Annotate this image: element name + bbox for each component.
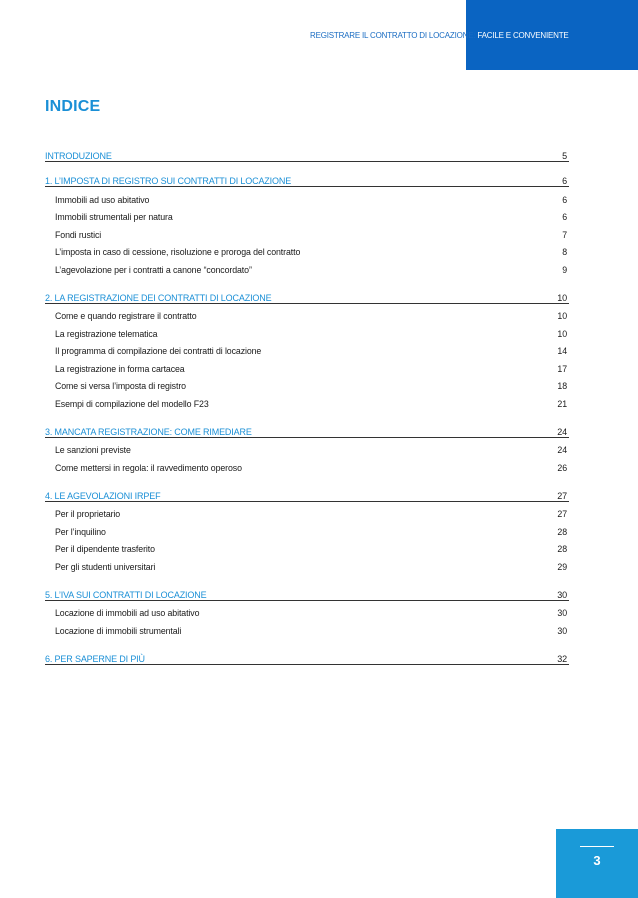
toc-section bbox=[45, 488, 569, 576]
toc-entry-page: 10 bbox=[557, 328, 567, 339]
running-header-suffix: FACILE E CONVENIENTE bbox=[477, 31, 569, 40]
toc-entry-page: 26 bbox=[557, 462, 567, 473]
toc-entry-page: 7 bbox=[562, 229, 567, 240]
toc-entry[interactable] bbox=[45, 523, 569, 541]
toc-section-title: 4. LE AGEVOLAZIONI IRPEF bbox=[45, 490, 161, 501]
toc-entry[interactable] bbox=[45, 226, 569, 244]
toc-entry-label: Come mettersi in regola: il ravvedimento operoso bbox=[55, 462, 242, 473]
toc-entry[interactable] bbox=[45, 506, 569, 524]
page-number-rule bbox=[580, 846, 614, 847]
toc-entry-label: Esempi di compilazione del modello F23 bbox=[55, 398, 209, 409]
toc-entry-page: 27 bbox=[557, 509, 567, 520]
toc-entry[interactable] bbox=[45, 541, 569, 559]
toc-entry[interactable] bbox=[45, 605, 569, 623]
toc-entry[interactable] bbox=[45, 308, 569, 326]
toc-entry[interactable] bbox=[45, 325, 569, 343]
toc-entry-label: Le sanzioni previste bbox=[55, 445, 131, 456]
toc-entry-page: 17 bbox=[557, 363, 567, 374]
toc-entry-label: L’agevolazione per i contratti a canone “concordato” bbox=[55, 264, 252, 275]
toc-section-title: 3. MANCATA REGISTRAZIONE: COME RIMEDIARE bbox=[45, 426, 252, 437]
toc-section-title: 1. L’IMPOSTA DI REGISTRO SUI CONTRATTI DI LOCAZIONE bbox=[45, 176, 292, 186]
toc-section-heading[interactable] bbox=[45, 587, 569, 601]
toc-entry[interactable] bbox=[45, 261, 569, 279]
toc-section-page: 27 bbox=[557, 490, 567, 501]
toc-entry-page: 29 bbox=[557, 561, 567, 572]
toc-entry-label: La registrazione in forma cartacea bbox=[55, 363, 185, 374]
toc-section-page: 5 bbox=[562, 151, 567, 161]
toc-entry-page: 30 bbox=[557, 608, 567, 619]
toc-section bbox=[45, 424, 569, 477]
toc-section-heading[interactable] bbox=[45, 173, 569, 187]
toc-entry-label: Il programma di compilazione dei contratti di locazione bbox=[55, 346, 262, 357]
toc-entry[interactable] bbox=[45, 622, 569, 640]
toc-section-title: 2. LA REGISTRAZIONE DEI CONTRATTI DI LOCAZIONE bbox=[45, 292, 272, 303]
toc-entry-page: 24 bbox=[557, 445, 567, 456]
toc-entry-label: Per l’inquilino bbox=[55, 526, 106, 537]
toc-section-heading[interactable] bbox=[45, 488, 569, 502]
toc-entry-label: L’imposta in caso di cessione, risoluzione e proroga del contratto bbox=[55, 247, 301, 258]
toc-entry[interactable] bbox=[45, 360, 569, 378]
toc-entry-page: 18 bbox=[557, 381, 567, 392]
toc-section-title: 6. PER SAPERNE DI PIÙ bbox=[45, 653, 145, 664]
toc-entry-page: 21 bbox=[557, 398, 567, 409]
toc-entry[interactable] bbox=[45, 191, 569, 209]
toc-entry[interactable] bbox=[45, 459, 569, 477]
toc-section bbox=[45, 651, 569, 665]
toc-section-page: 24 bbox=[557, 426, 567, 437]
toc-entry-label: Per gli studenti universitari bbox=[55, 561, 156, 572]
toc-section-page: 10 bbox=[557, 292, 567, 303]
toc-entry-label: Come e quando registrare il contratto bbox=[55, 311, 197, 322]
toc-entry[interactable] bbox=[45, 209, 569, 227]
table-of-contents bbox=[45, 148, 569, 676]
toc-entry[interactable] bbox=[45, 343, 569, 361]
toc-entry-label: Locazione di immobili strumentali bbox=[55, 625, 182, 636]
toc-section-heading[interactable] bbox=[45, 290, 569, 304]
toc-entry-label: Immobili strumentali per natura bbox=[55, 212, 173, 223]
toc-entry[interactable] bbox=[45, 558, 569, 576]
toc-entry-label: Locazione di immobili ad uso abitativo bbox=[55, 608, 200, 619]
toc-entry-label: Come si versa l’imposta di registro bbox=[55, 381, 186, 392]
running-header-prefix: REGISTRARE IL CONTRATTO DI LOCAZIONE: bbox=[310, 31, 476, 40]
toc-entry[interactable] bbox=[45, 244, 569, 262]
index-title: INDICE bbox=[45, 98, 101, 115]
toc-entry-page: 28 bbox=[557, 526, 567, 537]
toc-entry-label: Fondi rustici bbox=[55, 229, 102, 240]
toc-entry[interactable] bbox=[45, 442, 569, 460]
toc-entry-page: 14 bbox=[557, 346, 567, 357]
toc-entry-page: 6 bbox=[562, 212, 567, 223]
toc-section-title: INTRODUZIONE bbox=[45, 151, 112, 161]
toc-section bbox=[45, 173, 569, 279]
toc-entry-page: 28 bbox=[557, 544, 567, 555]
toc-entry-page: 6 bbox=[562, 194, 567, 205]
toc-entry-page: 9 bbox=[562, 264, 567, 275]
toc-section bbox=[45, 148, 569, 162]
toc-entry[interactable] bbox=[45, 395, 569, 413]
toc-entry-label: Per il dipendente trasferito bbox=[55, 544, 155, 555]
toc-entry-page: 10 bbox=[557, 311, 567, 322]
toc-section bbox=[45, 587, 569, 640]
toc-entry[interactable] bbox=[45, 378, 569, 396]
toc-entry-label: La registrazione telematica bbox=[55, 328, 158, 339]
toc-section bbox=[45, 290, 569, 413]
toc-entry-label: Immobili ad uso abitativo bbox=[55, 194, 150, 205]
toc-entry-label: Per il proprietario bbox=[55, 509, 121, 520]
toc-section-page: 30 bbox=[557, 589, 567, 600]
toc-section-heading[interactable] bbox=[45, 148, 569, 162]
toc-section-heading[interactable] bbox=[45, 424, 569, 438]
toc-section-page: 32 bbox=[557, 653, 567, 664]
toc-section-page: 6 bbox=[562, 176, 567, 186]
page-number: 3 bbox=[593, 853, 601, 868]
toc-section-title: 5. L’IVA SUI CONTRATTI DI LOCAZIONE bbox=[45, 589, 207, 600]
page-number-box bbox=[556, 829, 638, 898]
toc-section-heading[interactable] bbox=[45, 651, 569, 665]
toc-entry-page: 8 bbox=[562, 247, 567, 258]
running-header bbox=[310, 31, 570, 40]
toc-entry-page: 30 bbox=[557, 625, 567, 636]
